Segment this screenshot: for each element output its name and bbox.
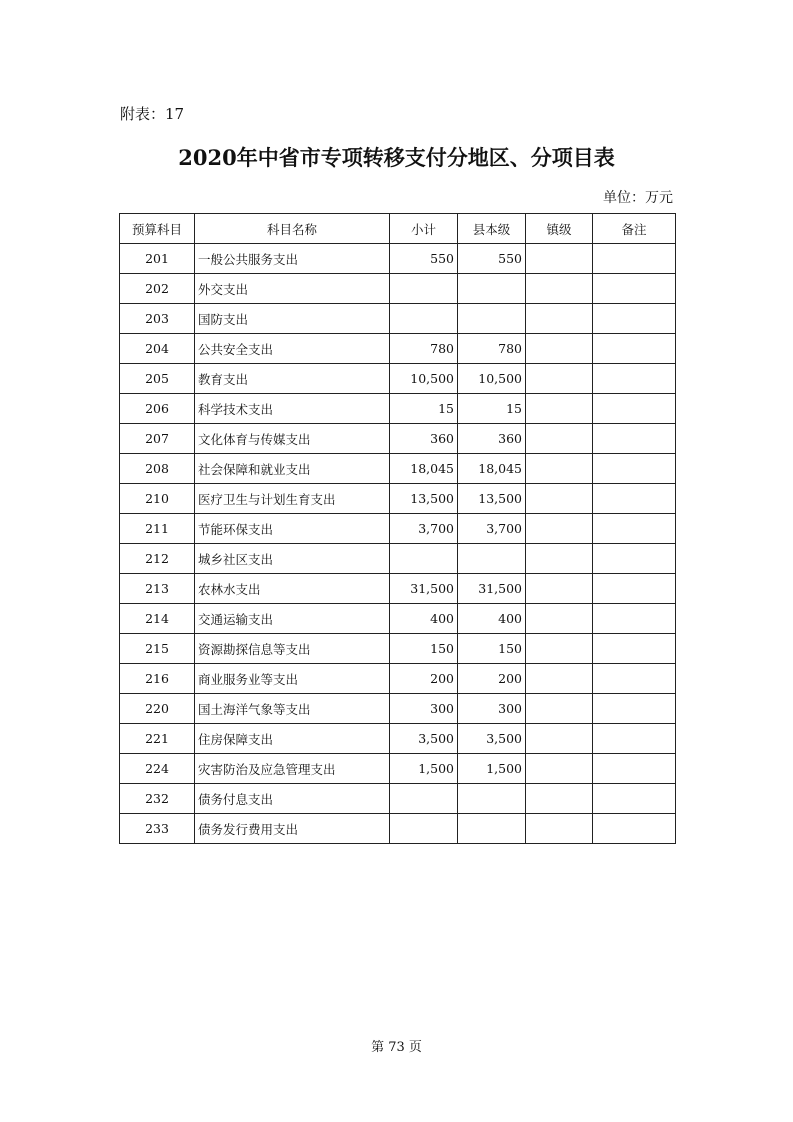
cell-item-name: 农林水支出 [195,574,390,604]
cell-subtotal [390,304,458,334]
cell-county-level: 3,700 [458,514,526,544]
header-subtotal: 小计 [390,214,458,244]
cell-town-level [526,724,593,754]
cell-town-level [526,484,593,514]
page-number: 第 73 页 [371,1040,422,1055]
cell-subtotal: 400 [390,604,458,634]
cell-item-name: 社会保障和就业支出 [195,454,390,484]
cell-budget-code: 213 [120,574,195,604]
cell-note [593,574,676,604]
cell-note [593,724,676,754]
table-row [120,514,676,544]
cell-item-name: 资源勘探信息等支出 [195,634,390,664]
cell-budget-code: 204 [120,334,195,364]
cell-town-level [526,454,593,484]
cell-county-level: 15 [458,394,526,424]
cell-county-level [458,544,526,574]
budget-table [119,213,676,844]
cell-budget-code: 214 [120,604,195,634]
table-row [120,394,676,424]
cell-budget-code: 224 [120,754,195,784]
cell-subtotal: 550 [390,244,458,274]
cell-note [593,544,676,574]
cell-note [593,424,676,454]
table-row [120,754,676,784]
cell-note [593,814,676,844]
cell-town-level [526,394,593,424]
cell-subtotal: 3,500 [390,724,458,754]
cell-budget-code: 203 [120,304,195,334]
cell-budget-code: 215 [120,634,195,664]
cell-budget-code: 221 [120,724,195,754]
cell-subtotal [390,544,458,574]
cell-note [593,784,676,814]
unit-label: 单位：万元 [603,190,673,206]
cell-note [593,454,676,484]
cell-county-level: 1,500 [458,754,526,784]
table-row [120,244,676,274]
cell-town-level [526,334,593,364]
cell-budget-code: 201 [120,244,195,274]
table-row [120,784,676,814]
table-row [120,484,676,514]
cell-town-level [526,604,593,634]
cell-budget-code: 207 [120,424,195,454]
cell-town-level [526,274,593,304]
header-budget-code: 预算科目 [120,214,195,244]
header-note: 备注 [593,214,676,244]
cell-subtotal [390,274,458,304]
cell-county-level: 150 [458,634,526,664]
cell-budget-code: 210 [120,484,195,514]
cell-note [593,694,676,724]
cell-town-level [526,784,593,814]
header-county-level: 县本级 [458,214,526,244]
cell-item-name: 文化体育与传媒支出 [195,424,390,454]
cell-town-level [526,694,593,724]
cell-item-name: 灾害防治及应急管理支出 [195,754,390,784]
cell-subtotal [390,784,458,814]
cell-note [593,334,676,364]
header-item-name: 科目名称 [195,214,390,244]
cell-county-level: 360 [458,424,526,454]
cell-county-level: 550 [458,244,526,274]
cell-item-name: 住房保障支出 [195,724,390,754]
cell-item-name: 一般公共服务支出 [195,244,390,274]
cell-subtotal: 15 [390,394,458,424]
cell-note [593,364,676,394]
cell-note [593,664,676,694]
cell-item-name: 教育支出 [195,364,390,394]
cell-budget-code: 205 [120,364,195,394]
cell-note [593,274,676,304]
cell-budget-code: 216 [120,664,195,694]
cell-county-level: 200 [458,664,526,694]
cell-note [593,244,676,274]
cell-subtotal: 360 [390,424,458,454]
cell-budget-code: 212 [120,544,195,574]
cell-note [593,394,676,424]
table-row [120,454,676,484]
cell-item-name: 医疗卫生与计划生育支出 [195,484,390,514]
cell-item-name: 公共安全支出 [195,334,390,364]
table-row [120,694,676,724]
cell-note [593,634,676,664]
table-row [120,724,676,754]
cell-subtotal: 1,500 [390,754,458,784]
cell-subtotal: 300 [390,694,458,724]
cell-town-level [526,754,593,784]
table-row [120,334,676,364]
cell-town-level [526,634,593,664]
cell-county-level [458,274,526,304]
table-row [120,634,676,664]
cell-subtotal: 10,500 [390,364,458,394]
cell-item-name: 外交支出 [195,274,390,304]
cell-item-name: 交通运输支出 [195,604,390,634]
cell-note [593,604,676,634]
cell-budget-code: 233 [120,814,195,844]
cell-budget-code: 232 [120,784,195,814]
cell-town-level [526,514,593,544]
cell-town-level [526,664,593,694]
table-row [120,274,676,304]
cell-county-level: 31,500 [458,574,526,604]
cell-town-level [526,544,593,574]
cell-town-level [526,424,593,454]
cell-item-name: 商业服务业等支出 [195,664,390,694]
cell-subtotal: 150 [390,634,458,664]
cell-budget-code: 206 [120,394,195,424]
cell-county-level [458,814,526,844]
cell-town-level [526,364,593,394]
cell-subtotal [390,814,458,844]
table-header-row [120,214,676,244]
cell-item-name: 国土海洋气象等支出 [195,694,390,724]
cell-item-name: 科学技术支出 [195,394,390,424]
page-title: 2020年中省市专项转移支付分地区、分项目表 [178,145,615,170]
cell-item-name: 城乡社区支出 [195,544,390,574]
cell-county-level: 18,045 [458,454,526,484]
cell-county-level [458,304,526,334]
cell-county-level: 3,500 [458,724,526,754]
cell-subtotal: 200 [390,664,458,694]
cell-county-level [458,784,526,814]
cell-town-level [526,814,593,844]
table-row [120,604,676,634]
cell-item-name: 国防支出 [195,304,390,334]
cell-subtotal: 18,045 [390,454,458,484]
cell-item-name: 节能环保支出 [195,514,390,544]
cell-county-level: 300 [458,694,526,724]
cell-subtotal: 3,700 [390,514,458,544]
table-row [120,304,676,334]
cell-note [593,514,676,544]
cell-note [593,754,676,784]
header-town-level: 镇级 [526,214,593,244]
annex-label: 附表：17 [120,105,185,123]
table-row [120,364,676,394]
cell-county-level: 780 [458,334,526,364]
cell-budget-code: 220 [120,694,195,724]
table-row [120,574,676,604]
cell-subtotal: 780 [390,334,458,364]
cell-note [593,484,676,514]
cell-subtotal: 31,500 [390,574,458,604]
cell-subtotal: 13,500 [390,484,458,514]
cell-county-level: 13,500 [458,484,526,514]
cell-town-level [526,574,593,604]
cell-town-level [526,304,593,334]
cell-note [593,304,676,334]
table-row [120,814,676,844]
cell-item-name: 债务发行费用支出 [195,814,390,844]
table-row [120,664,676,694]
table-row [120,544,676,574]
cell-county-level: 10,500 [458,364,526,394]
table-body [120,244,676,844]
cell-budget-code: 211 [120,514,195,544]
cell-county-level: 400 [458,604,526,634]
cell-budget-code: 202 [120,274,195,304]
cell-item-name: 债务付息支出 [195,784,390,814]
cell-budget-code: 208 [120,454,195,484]
table-row [120,424,676,454]
cell-town-level [526,244,593,274]
